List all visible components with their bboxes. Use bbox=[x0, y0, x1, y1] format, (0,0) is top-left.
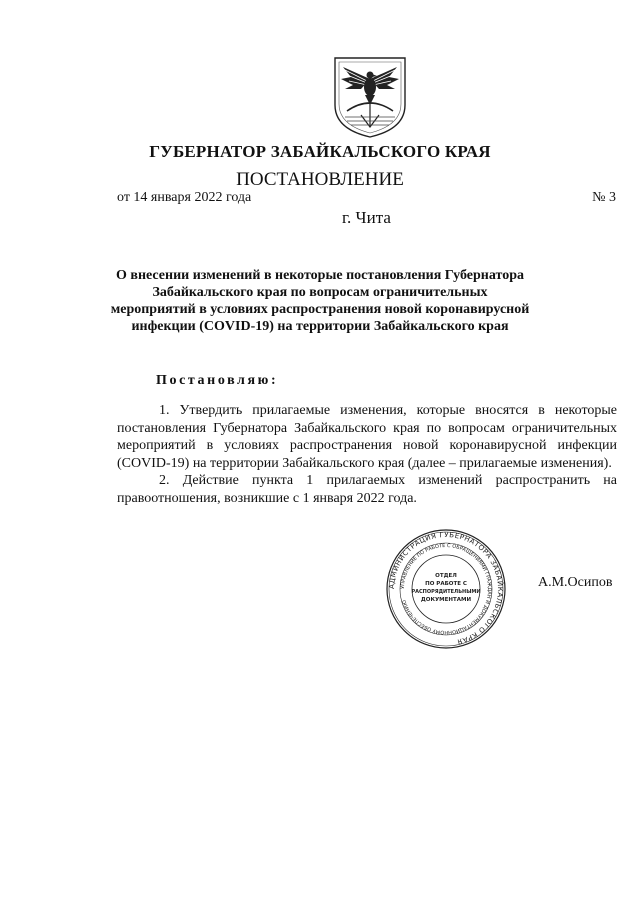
stamp-center-line-1: ОТДЕЛ bbox=[435, 573, 457, 579]
stamp-center-line-4: ДОКУМЕНТАМИ bbox=[420, 597, 472, 603]
stamp-center-line-2: ПО РАБОТЕ С bbox=[425, 581, 467, 587]
paragraph-1: 1. Утвердить прилагаемые изменения, которые вносятся в некоторые постановления Губернатора Забайкальского края по вопросам ограничительных мероприятий в условиях распространения новой коронавирусной инфекции (COVID-19) на территории Забайкальского края (далее – прилагаемые изменения). bbox=[117, 403, 617, 471]
svg-text:АДМИНИСТРАЦИЯ ГУБЕРНАТОРА ЗАБА: АДМИНИСТРАЦИЯ ГУБЕРНАТОРА ЗАБАЙКАЛЬСКОГО КРАЯ bbox=[387, 530, 505, 646]
svg-text:УПРАВЛЕНИЕ ПО РАБОТЕ С ОБРАЩЕН: УПРАВЛЕНИЕ ПО РАБОТЕ С ОБРАЩЕНИЯМИ ГРАЖДАН И ДОКУМЕНТАЦИОННОМУ ОБЕСПЕЧЕНИЮ bbox=[399, 542, 493, 636]
stamp-center-line-3: РАСПОРЯДИТЕЛЬНЫМИ bbox=[411, 589, 481, 595]
document-number: № 3 bbox=[592, 190, 616, 205]
decree-word: Постановляю: bbox=[156, 373, 279, 388]
document-type: ПОСТАНОВЛЕНИЕ bbox=[236, 169, 404, 190]
document-date: от 14 января 2022 года bbox=[117, 190, 252, 205]
official-stamp bbox=[385, 528, 507, 650]
document-city: г. Чита bbox=[342, 208, 391, 227]
document-body bbox=[117, 402, 617, 507]
signatory-name: А.М.Осипов bbox=[538, 575, 613, 590]
zabaikalsky-coat-of-arms-icon bbox=[331, 55, 409, 139]
issuer-title: ГУБЕРНАТОР ЗАБАЙКАЛЬСКОГО КРАЯ bbox=[149, 142, 491, 161]
document-title: О внесении изменений в некоторые постановления Губернатора Забайкальского края по вопросам ограничительных мероприятий в условиях распространения новой коронавирусной инфекции (COVID-19) на территории Забайкальского края bbox=[110, 268, 530, 334]
paragraph-2: 2. Действие пункта 1 прилагаемых изменений распространить на правоотношения, возникшие с 1 января 2022 года. bbox=[117, 473, 617, 506]
